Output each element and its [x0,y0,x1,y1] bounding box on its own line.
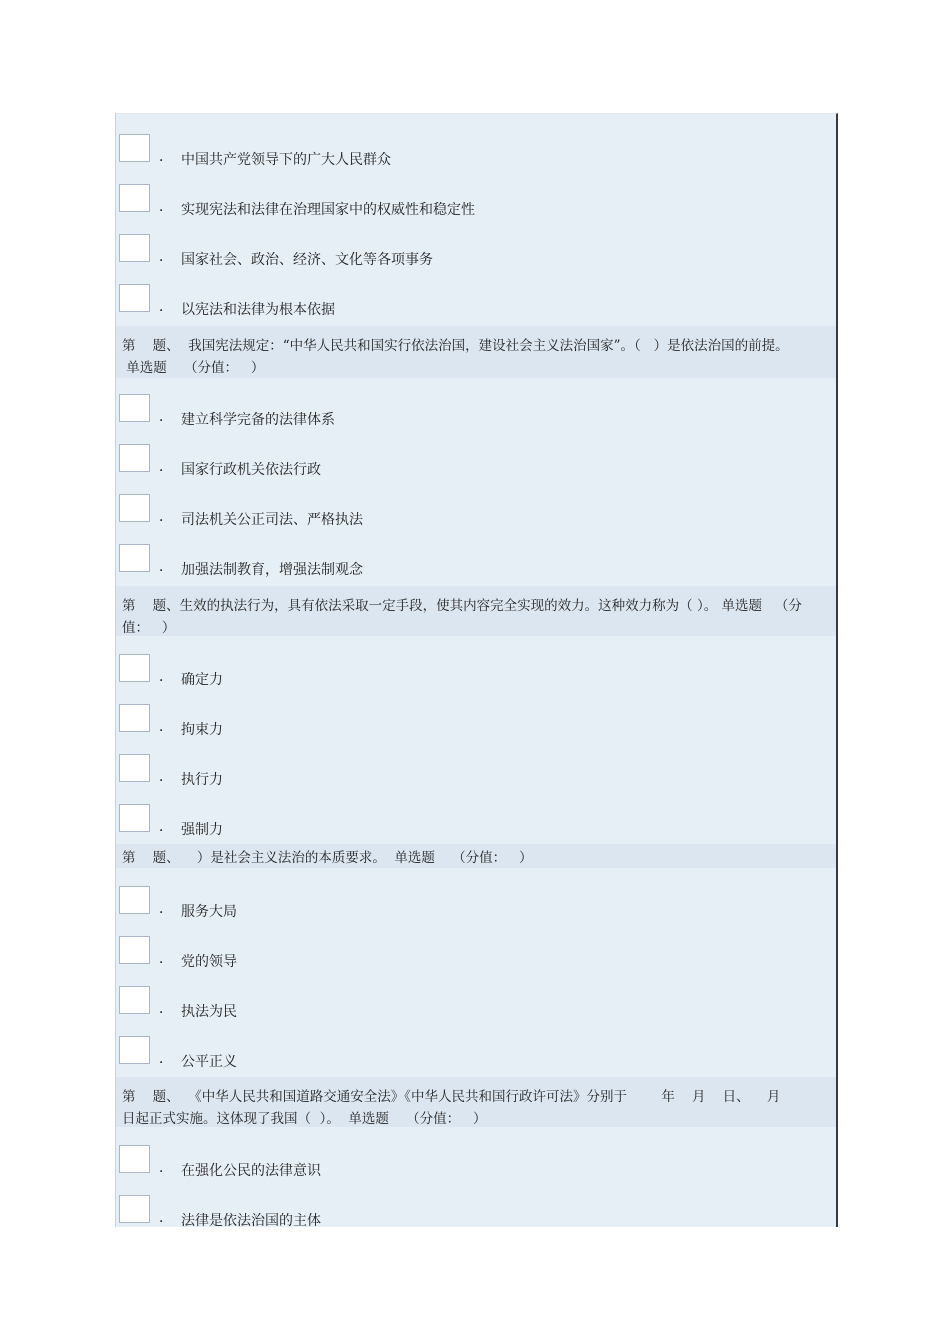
option-dot: ． [159,769,173,785]
option-dot: ． [159,1160,173,1176]
option-row[interactable] [116,694,836,744]
option-row[interactable] [116,876,836,926]
option-dot: ． [159,559,173,575]
option-label: 在强化公民的法律意识 [181,1163,321,1179]
answer-checkbox[interactable] [119,234,150,262]
option-row[interactable] [116,794,836,844]
option-label: 加强法制教育，增强法制观念 [181,562,363,578]
answer-checkbox[interactable] [119,1195,150,1223]
option-row[interactable] [116,1026,836,1076]
answer-checkbox[interactable] [119,986,150,1014]
option-dot: ． [159,1001,173,1017]
question-text [122,332,834,382]
question-line: 第 题、 我国宪法规定：“中华人民共和国实行依法治国，建设社会主义法治国家”。（ ）是依法治国的前提。 [122,338,789,354]
option-dot: ． [159,1051,173,1067]
option-dot: ． [159,509,173,525]
answer-checkbox[interactable] [119,1145,150,1173]
option-dot: ． [159,819,173,835]
option-label: 法律是依法治国的主体 [181,1213,321,1229]
question-header [116,586,836,636]
option-row[interactable] [116,484,836,534]
answer-checkbox[interactable] [119,494,150,522]
question-line: 第 题、生效的执法行为，具有依法采取一定手段，使其内容完全实现的效力。这种效力称为（ ）。 单选题 （分 [122,598,802,614]
answer-checkbox[interactable] [119,804,150,832]
option-row[interactable] [116,1185,836,1235]
answer-checkbox[interactable] [119,754,150,782]
option-row[interactable] [116,976,836,1026]
question-text [122,1083,834,1133]
question-text [122,592,834,642]
option-row[interactable] [116,644,836,694]
question-header [116,326,836,378]
option-row[interactable] [116,174,836,224]
option-label: 党的领导 [181,954,237,970]
option-label: 强制力 [181,822,223,838]
option-row[interactable] [116,274,836,324]
option-label: 确定力 [181,672,223,688]
option-row[interactable] [116,744,836,794]
option-dot: ． [159,901,173,917]
answer-checkbox[interactable] [119,394,150,422]
answer-checkbox[interactable] [119,284,150,312]
answer-checkbox[interactable] [119,444,150,472]
answer-checkbox[interactable] [119,886,150,914]
option-label: 中国共产党领导下的广大人民群众 [181,152,391,168]
answer-checkbox[interactable] [119,134,150,162]
option-dot: ． [159,249,173,265]
question-header [116,1077,836,1127]
option-row[interactable] [116,124,836,174]
option-row[interactable] [116,224,836,274]
option-dot: ． [159,1210,173,1226]
option-row[interactable] [116,1135,836,1185]
option-label: 司法机关公正司法、严格执法 [181,512,363,528]
question-line: 第 题、 《中华人民共和国道路交通安全法》《中华人民共和国行政许可法》分别于 年 月 日、 月 [122,1089,781,1105]
option-dot: ． [159,199,173,215]
question-line: 单选题 （分值： ） [122,360,265,376]
option-label: 实现宪法和法律在治理国家中的权威性和稳定性 [181,202,475,218]
quiz-panel [115,113,838,1227]
answer-checkbox[interactable] [119,654,150,682]
option-dot: ． [159,409,173,425]
option-dot: ． [159,459,173,475]
question-line: 值： ） [122,620,176,636]
answer-checkbox[interactable] [119,544,150,572]
option-label: 执行力 [181,772,223,788]
option-label: 国家社会、政治、经济、文化等各项事务 [181,252,433,268]
option-label: 国家行政机关依法行政 [181,462,321,478]
option-label: 公平正义 [181,1054,237,1070]
option-row[interactable] [116,434,836,484]
option-row[interactable] [116,926,836,976]
option-dot: ． [159,719,173,735]
question-header [116,844,836,868]
answer-checkbox[interactable] [119,936,150,964]
option-row[interactable] [116,384,836,434]
option-dot: ． [159,951,173,967]
option-dot: ． [159,299,173,315]
answer-checkbox[interactable] [119,704,150,732]
option-label: 拘束力 [181,722,223,738]
question-text [122,844,834,872]
answer-checkbox[interactable] [119,184,150,212]
option-dot: ． [159,669,173,685]
option-label: 执法为民 [181,1004,237,1020]
option-label: 建立科学完备的法律体系 [181,412,335,428]
option-label: 服务大局 [181,904,237,920]
question-line: 第 题、 ）是社会主义法治的本质要求。 单选题 （分值： ） [122,850,533,866]
option-row[interactable] [116,534,836,584]
answer-checkbox[interactable] [119,1036,150,1064]
question-line: 日起正式实施。这体现了我国（ ）。 单选题 （分值： ） [122,1111,487,1127]
option-label: 以宪法和法律为根本依据 [181,302,335,318]
option-dot: ． [159,149,173,165]
